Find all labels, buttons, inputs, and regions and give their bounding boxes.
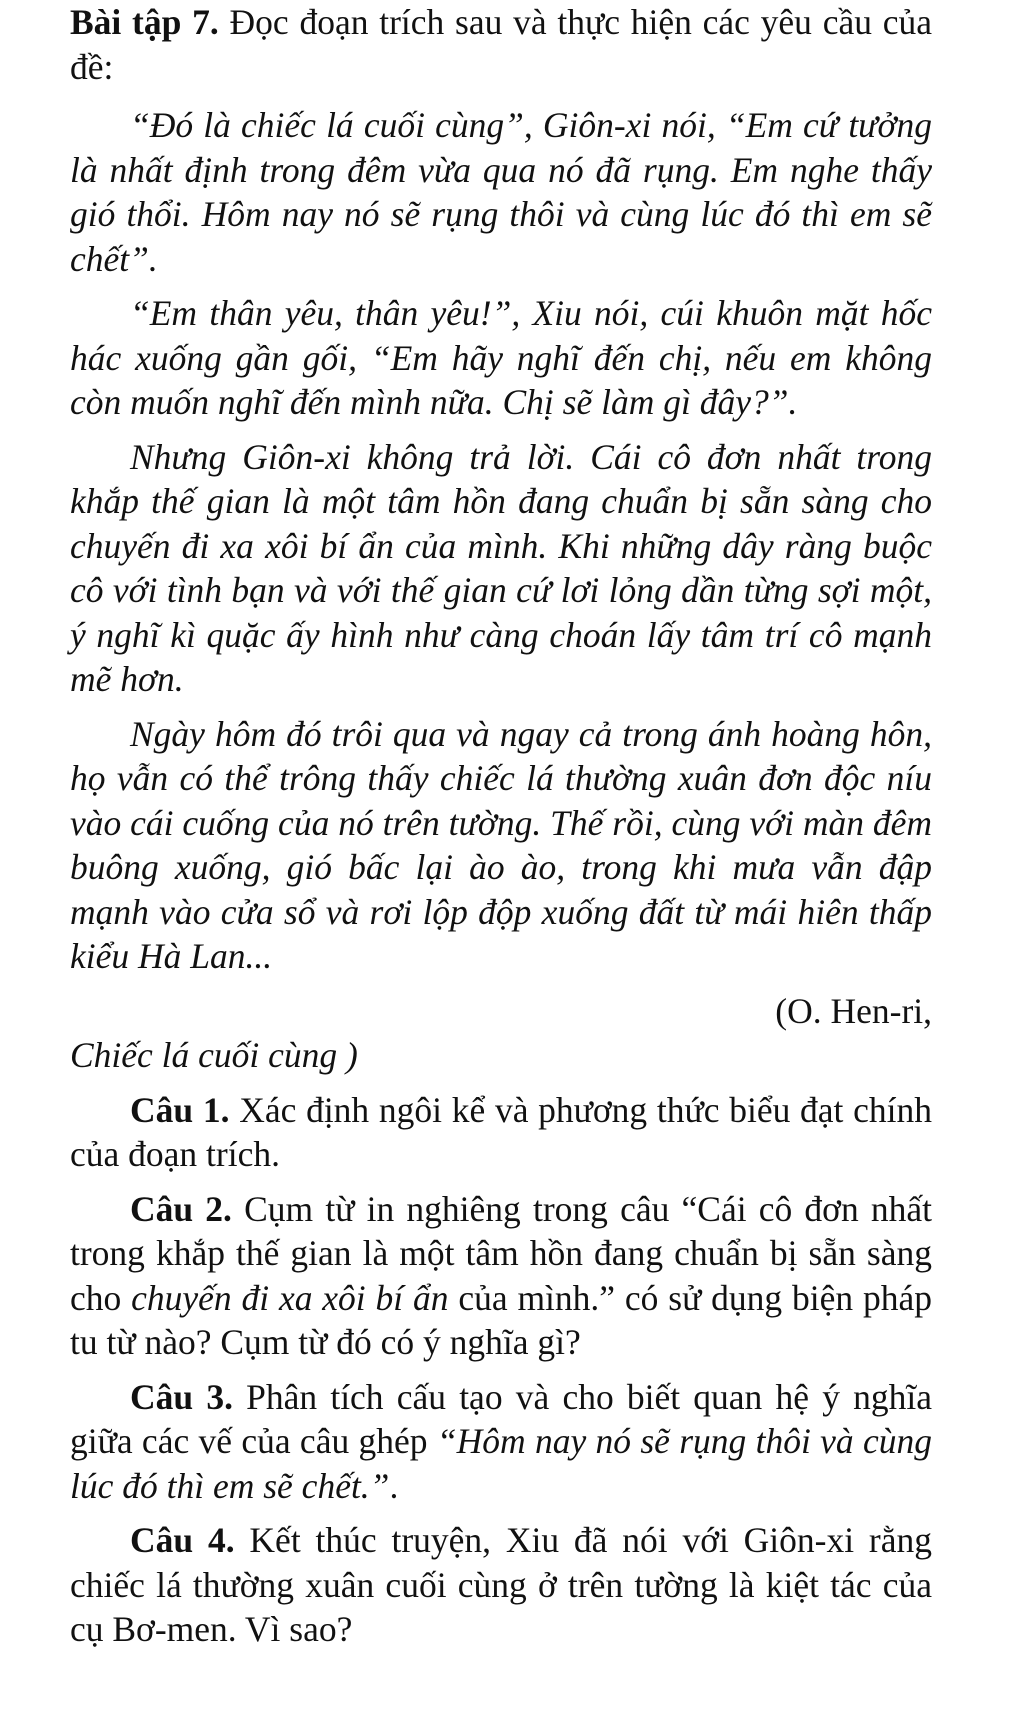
question-2-text-b: của mình.” có sử dụng biện pháp tu từ nào? Cụm từ đó có ý nghĩa gì? bbox=[70, 1277, 932, 1362]
question-3 bbox=[70, 1375, 932, 1509]
source-author: (O. Hen-ri, bbox=[775, 990, 932, 1031]
question-3-label: Câu 3. bbox=[130, 1376, 233, 1417]
question-4 bbox=[70, 1518, 932, 1652]
question-1-text: Xác định ngôi kể và phương thức biểu đạt chính của đoạn trích. bbox=[70, 1089, 933, 1174]
exercise-title bbox=[70, 0, 932, 89]
question-2-text-a: Cụm từ in nghiêng trong câu “Cái cô đơn nhất trong khắp thế gian là một tâm hồn đang chuẩn bị sẵn sàng cho bbox=[70, 1188, 932, 1318]
question-4-label: Câu 4. bbox=[130, 1520, 235, 1560]
excerpt-paragraph-3: Nhưng Giôn-xi không trả lời. Cái cô đơn nhất trong khắp thế gian là một tâm hồn đang chuẩn bị sẵn sàng cho chuyến đi xa xôi bí ẩn của mình. Khi những dây ràng buộc cô với tình bạn và với thế gian cứ lơi lỏng dần từng sợi một, ý nghĩ kì quặc ấy hình như càng choán lấy tâm trí cô mạnh mẽ hơn. bbox=[70, 436, 932, 699]
document-page bbox=[70, 0, 932, 1662]
excerpt-paragraph-2: “Em thân yêu, thân yêu!”, Xiu nói, cúi khuôn mặt hốc hác xuống gần gối, “Em hãy nghĩ đến chị, nếu em không còn muốn nghĩ đến mình nữa. Chị sẽ làm gì đây?”. bbox=[70, 293, 932, 422]
question-2-italic-phrase: chuyến đi xa xôi bí ẩn bbox=[131, 1277, 449, 1318]
question-3-text-a: Phân tích cấu tạo và cho biết quan hệ ý nghĩa giữa các vế của câu ghép bbox=[70, 1376, 932, 1461]
question-3-text-b: . bbox=[389, 1465, 399, 1506]
question-2 bbox=[70, 1187, 932, 1365]
question-1 bbox=[70, 1088, 932, 1177]
question-2-label: Câu 2. bbox=[130, 1188, 232, 1229]
question-3-italic-sentence: “Hôm nay nó sẽ rụng thôi và cùng lúc đó thì em sẽ chết.” bbox=[70, 1421, 933, 1506]
exercise-instruction: Đọc đoạn trích sau và thực hiện các yêu cầu của đề: bbox=[70, 2, 932, 87]
source-title: Chiếc lá cuối cùng ) bbox=[70, 1035, 358, 1075]
question-4-text: Kết thúc truyện, Xiu đã nói với Giôn-xi rằng chiếc lá thường xuân cuối cùng ở trên tường là kiệt tác của cụ Bơ-men. Vì sao? bbox=[70, 1520, 932, 1649]
exercise-label: Bài tập 7. bbox=[70, 2, 219, 42]
excerpt-paragraph-4: Ngày hôm đó trôi qua và ngay cả trong ánh hoàng hôn, họ vẫn có thể trông thấy chiếc lá thường xuân đơn độc níu vào cái cuống của nó trên tường. Thế rồi, cùng với màn đêm buông xuống, gió bấc lại ào ào, trong khi mưa vẫn đập mạnh vào cửa sổ và rơi lộp độp xuống đất từ mái hiên thấp kiểu Hà Lan... bbox=[70, 713, 932, 976]
excerpt-paragraph-1: “Đó là chiếc lá cuối cùng”, Giôn-xi nói, “Em cứ tưởng là nhất định trong đêm vừa qua nó đã rụng. Em nghe thấy gió thổi. Hôm nay nó sẽ rụng thôi và cùng lúc đó thì em sẽ chết”. bbox=[70, 105, 932, 279]
question-1-label: Câu 1. bbox=[130, 1089, 230, 1130]
